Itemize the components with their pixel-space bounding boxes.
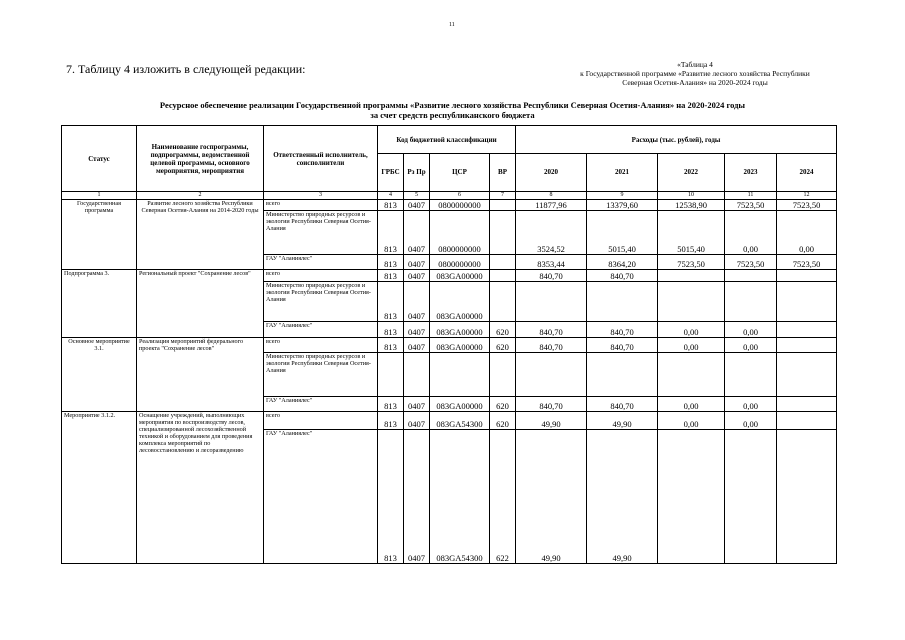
- cell-2023: [725, 430, 777, 564]
- cell-vr: 620: [490, 412, 516, 430]
- cell-2020: [516, 282, 587, 322]
- row-executor: ГАУ "Аланиялес": [264, 397, 378, 412]
- header-status: Статус: [62, 126, 137, 192]
- row-executor: ГАУ "Аланиялес": [264, 255, 378, 270]
- title-line: Ресурсное обеспечение реализации Государственной программы «Развитие лесного хозяйства Республики Северная Осетия-Алания» на 2020-2024 годы: [159, 100, 746, 110]
- cell-2021: 8364,20: [587, 255, 658, 270]
- cell-rzpr: [404, 353, 430, 397]
- column-number: 10: [658, 192, 725, 200]
- cell-2024: [777, 412, 837, 430]
- column-number: 1: [62, 192, 137, 200]
- header-name: Наименование госпрограммы, подпрограммы, ведомственной целевой программы, основного мероприятия, мероприятия: [137, 126, 264, 192]
- cell-2022: 0,00: [658, 338, 725, 353]
- column-numbers-row: [62, 192, 837, 200]
- cell-2021: 840,70: [587, 322, 658, 338]
- cell-grbs: 813: [378, 211, 404, 255]
- cell-2022: [658, 430, 725, 564]
- column-number: 7: [490, 192, 516, 200]
- header-expenses: Расходы (тыс. рублей), годы: [516, 126, 837, 154]
- page-number: 11: [449, 22, 455, 28]
- cell-csr: 083GA00000: [430, 397, 490, 412]
- cell-2024: [777, 397, 837, 412]
- row-executor: ГАУ "Аланиялес": [264, 430, 378, 564]
- table-row: [62, 338, 837, 353]
- cell-grbs: 813: [378, 397, 404, 412]
- cell-2022: 5015,40: [658, 211, 725, 255]
- cell-rzpr: 0407: [404, 322, 430, 338]
- cell-2020: 840,70: [516, 322, 587, 338]
- cell-grbs: [378, 353, 404, 397]
- cell-vr: [490, 200, 516, 211]
- cell-2020: 49,90: [516, 430, 587, 564]
- table-row: [62, 412, 837, 430]
- cell-rzpr: 0407: [404, 270, 430, 282]
- row-name: Реализация мероприятий федерального проекта "Сохранение лесов": [137, 338, 264, 412]
- cell-vr: [490, 270, 516, 282]
- cell-vr: 620: [490, 397, 516, 412]
- cell-rzpr: 0407: [404, 430, 430, 564]
- cell-csr: 083GA00000: [430, 282, 490, 322]
- cell-2020: 11877,96: [516, 200, 587, 211]
- note-line: «Таблица 4: [677, 60, 713, 69]
- cell-2021: 5015,40: [587, 211, 658, 255]
- cell-2023: 7523,50: [725, 200, 777, 211]
- row-executor: ГАУ "Аланиялес": [264, 322, 378, 338]
- header-executor: Ответственный исполнитель, соисполнители: [264, 126, 378, 192]
- cell-2023: 0,00: [725, 412, 777, 430]
- header-grbs: ГРБС: [378, 154, 404, 192]
- cell-csr: [430, 353, 490, 397]
- row-executor: Министерство природных ресурсов и экологии Республики Северная Осетия-Алания: [264, 211, 378, 255]
- cell-2021: [587, 282, 658, 322]
- cell-grbs: 813: [378, 270, 404, 282]
- cell-2023: [725, 270, 777, 282]
- header-year: 2023: [725, 154, 777, 192]
- cell-grbs: 813: [378, 412, 404, 430]
- cell-csr: 083GA00000: [430, 270, 490, 282]
- cell-grbs: 813: [378, 200, 404, 211]
- cell-grbs: 813: [378, 430, 404, 564]
- row-status: Подпрограмма 3.: [62, 270, 137, 338]
- cell-csr: 083GA00000: [430, 322, 490, 338]
- row-name: Региональный проект "Сохранение лесов": [137, 270, 264, 338]
- cell-2020: 8353,44: [516, 255, 587, 270]
- cell-2023: 0,00: [725, 397, 777, 412]
- cell-rzpr: 0407: [404, 211, 430, 255]
- cell-2022: 0,00: [658, 412, 725, 430]
- column-number: 2: [137, 192, 264, 200]
- cell-2020: 3524,52: [516, 211, 587, 255]
- cell-grbs: 813: [378, 282, 404, 322]
- column-number: 5: [404, 192, 430, 200]
- cell-vr: [490, 353, 516, 397]
- header-rzpr: Рз Пр: [404, 154, 430, 192]
- row-executor: всего: [264, 200, 378, 211]
- cell-2023: 7523,50: [725, 255, 777, 270]
- row-name: Развитие лесного хозяйства Республики Северная Осетия-Алания на 2014-2020 годы: [137, 200, 264, 270]
- cell-2021: 49,90: [587, 412, 658, 430]
- column-number: 3: [264, 192, 378, 200]
- cell-vr: [490, 211, 516, 255]
- cell-2021: 840,70: [587, 338, 658, 353]
- cell-2024: [777, 430, 837, 564]
- cell-2023: 0,00: [725, 338, 777, 353]
- cell-2021: 49,90: [587, 430, 658, 564]
- cell-2021: 840,70: [587, 270, 658, 282]
- header-csr: ЦСР: [430, 154, 490, 192]
- cell-2024: [777, 322, 837, 338]
- row-executor: всего: [264, 412, 378, 430]
- cell-2022: 0,00: [658, 397, 725, 412]
- cell-vr: 620: [490, 322, 516, 338]
- row-executor: всего: [264, 338, 378, 353]
- cell-2020: 840,70: [516, 338, 587, 353]
- cell-2020: 840,70: [516, 270, 587, 282]
- cell-csr: 0800000000: [430, 200, 490, 211]
- resource-table: [61, 125, 837, 564]
- note-line: к Государственной программе «Развитие лесного хозяйства Республики: [580, 69, 810, 78]
- cell-2022: 12538,90: [658, 200, 725, 211]
- cell-vr: 622: [490, 430, 516, 564]
- table-row: [62, 200, 837, 211]
- row-status: Государственная программа: [62, 200, 137, 270]
- header-year: 2020: [516, 154, 587, 192]
- cell-2023: [725, 353, 777, 397]
- column-number: 9: [587, 192, 658, 200]
- row-executor: всего: [264, 270, 378, 282]
- cell-grbs: 813: [378, 322, 404, 338]
- column-number: 8: [516, 192, 587, 200]
- row-executor: Министерство природных ресурсов и экологии Республики Северная Осетия-Алания: [264, 353, 378, 397]
- intro-text: 7. Таблицу 4 изложить в следующей редакции:: [66, 62, 306, 76]
- row-status: Мероприятие 3.1.2.: [62, 412, 137, 564]
- cell-2023: [725, 282, 777, 322]
- header-year: 2021: [587, 154, 658, 192]
- cell-rzpr: 0407: [404, 200, 430, 211]
- column-number: 11: [725, 192, 777, 200]
- row-name: Оснащение учреждений, выполняющих мероприятия по воспроизводству лесов, специализированной лесохозяйственной техникой и оборудованием для проведения комплекса мероприятий по лесовосстановлению и лесоразведению: [137, 412, 264, 564]
- cell-2021: [587, 353, 658, 397]
- cell-2022: [658, 282, 725, 322]
- cell-2024: [777, 282, 837, 322]
- header-budget-code: Код бюджетной классификации: [378, 126, 516, 154]
- cell-grbs: 813: [378, 338, 404, 353]
- cell-2024: [777, 353, 837, 397]
- cell-rzpr: 0407: [404, 338, 430, 353]
- cell-csr: 083GA00000: [430, 338, 490, 353]
- cell-2020: 49,90: [516, 412, 587, 430]
- column-number: 4: [378, 192, 404, 200]
- cell-2024: 0,00: [777, 211, 837, 255]
- row-status: Основное мероприятие 3.1.: [62, 338, 137, 412]
- cell-2024: [777, 338, 837, 353]
- cell-vr: [490, 255, 516, 270]
- cell-rzpr: 0407: [404, 412, 430, 430]
- column-number: 6: [430, 192, 490, 200]
- header-year: 2022: [658, 154, 725, 192]
- cell-2022: [658, 353, 725, 397]
- title-line: за счет средств республиканского бюджета: [370, 110, 535, 120]
- cell-2023: 0,00: [725, 211, 777, 255]
- cell-grbs: 813: [378, 255, 404, 270]
- cell-csr: 0800000000: [430, 255, 490, 270]
- cell-csr: 0800000000: [430, 211, 490, 255]
- cell-rzpr: 0407: [404, 255, 430, 270]
- cell-2021: 840,70: [587, 397, 658, 412]
- cell-2024: [777, 270, 837, 282]
- cell-vr: 620: [490, 338, 516, 353]
- cell-2020: [516, 353, 587, 397]
- cell-2021: 13379,60: [587, 200, 658, 211]
- cell-csr: 083GA54300: [430, 412, 490, 430]
- cell-rzpr: 0407: [404, 397, 430, 412]
- cell-2022: 0,00: [658, 322, 725, 338]
- cell-2023: 0,00: [725, 322, 777, 338]
- table-row: [62, 270, 837, 282]
- cell-2024: 7523,50: [777, 255, 837, 270]
- note-line: Северная Осетия-Алания» на 2020-2024 годы: [622, 78, 768, 87]
- cell-csr: 083GA54300: [430, 430, 490, 564]
- cell-2022: [658, 270, 725, 282]
- cell-rzpr: 0407: [404, 282, 430, 322]
- table-caption-note: [560, 60, 830, 87]
- cell-2020: 840,70: [516, 397, 587, 412]
- cell-2022: 7523,50: [658, 255, 725, 270]
- column-number: 12: [777, 192, 837, 200]
- table-title: [70, 100, 835, 120]
- header-vr: ВР: [490, 154, 516, 192]
- row-executor: Министерство природных ресурсов и экологии Республики Северная Осетия-Алания: [264, 282, 378, 322]
- header-year: 2024: [777, 154, 837, 192]
- cell-vr: [490, 282, 516, 322]
- cell-2024: 7523,50: [777, 200, 837, 211]
